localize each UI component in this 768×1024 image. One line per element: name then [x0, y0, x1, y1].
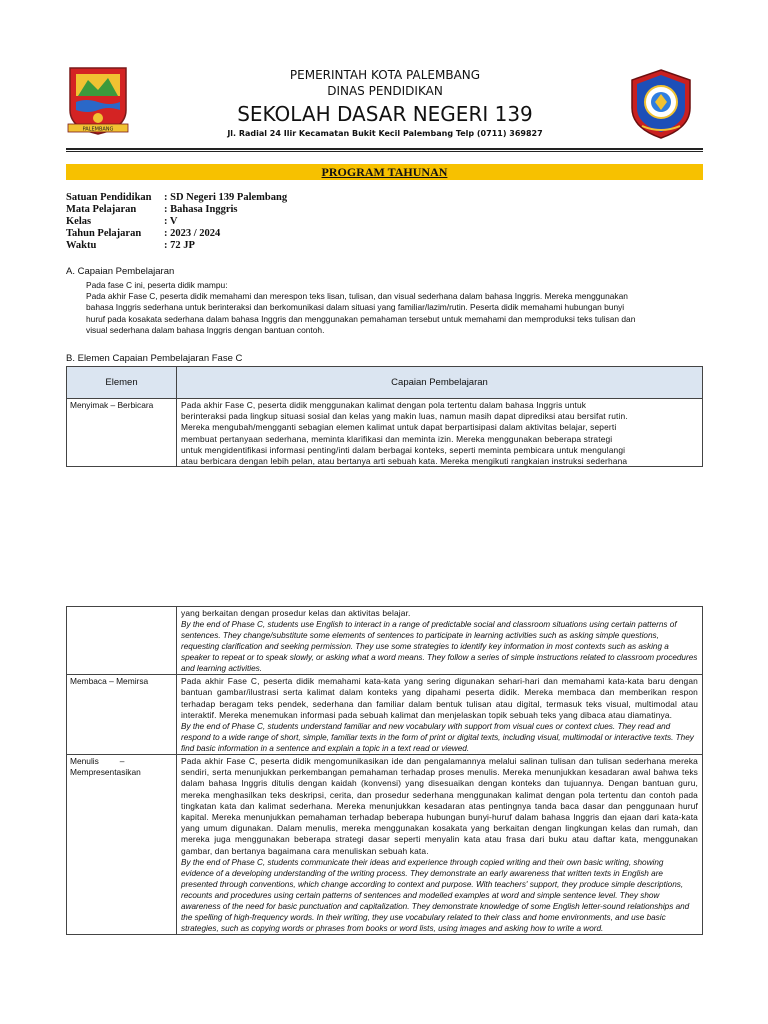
capaian-line: membuat pertanyaan sederhana, meminta klarifikasi dan meminta izin. Mereka menggunakan beberapa strategi: [181, 433, 613, 444]
elemen-cell: Membaca – Memirsa: [67, 675, 177, 755]
table-header-row: [67, 367, 703, 399]
table-row: [67, 607, 703, 675]
identity-value: : 72 JP: [164, 240, 195, 251]
capaian-line: untuk mengidentifikasi informasi penting/inti dalam berbagai konteks, seperti meminta pembicara untuk mengulangi: [181, 444, 626, 455]
identity-value: : SD Negeri 139 Palembang: [164, 192, 288, 203]
identity-row: [66, 216, 287, 228]
identity-value: : Bahasa Inggris: [164, 204, 238, 215]
elements-table: [66, 366, 703, 467]
elemen-label-line: Menulis –: [70, 756, 125, 767]
elemen-cell: [67, 755, 177, 935]
column-header-capaian: Capaian Pembelajaran: [177, 367, 703, 399]
section-a-line: bahasa Inggris sederhana untuk berinteraksi dan berkomunikasi dalam situasi yang familiar/lazim/rutin. Peserta didik memahami hubungan bunyi: [86, 302, 625, 313]
capaian-line: atau berbicara dengan lebih pelan, atau bertanya arti sebuah kata. Mereka mengikuti rangkaian instruksi sederhana: [181, 456, 628, 466]
capaian-english: By the end of Phase C, students communicate their ideas and experience through copied writing and their own basic writing, showing evidence of a developing understanding of the writing process. They demonstrate an early awareness that written texts in English are presented through conventions, which change according to context and purpose. With teachers' support, they produce simple descriptions, recounts and procedures using certain patterns of sentences and modelled examples at word and simple sentence level. They show awareness of the need for basic punctuation and capitalization. They demonstrate knowledge of some English letter-sound relationships and the spelling of high-frequency words. In their writing, they use vocabulary related to their class and home environments, and use basic strategies, such as copying words or phrases from books or word lists, using images and asking how to write a word.: [181, 857, 690, 933]
table-row: [67, 755, 703, 935]
section-a-line: Pada akhir Fase C, peserta didik memahami dan merespon teks lisan, tulisan, dan visual sederhana dalam bahasa Inggris. Mereka menggunakan: [86, 291, 628, 302]
identity-label: Waktu: [66, 240, 97, 251]
capaian-cell: [177, 755, 703, 935]
identity-value: : 2023 / 2024: [164, 228, 221, 239]
crest-text: PALEMBANG: [82, 126, 114, 133]
header-divider-thin: [66, 151, 703, 152]
identity-label: Mata Pelajaran: [66, 204, 137, 215]
capaian-english: By the end of Phase C, students use English to interact in a range of predictable social and classroom situations using certain patterns of sentences. They change/substitute some elements of sentences to participate in learning activities such as asking simple questions, requesting clarification and seeking permission. They use some strategies to identify key information in most contexts such as asking a speaker to repeat or to speak slowly, or asking what a word means. They follow a series of simple instructions related to classroom procedures and learning activities.: [181, 620, 698, 674]
section-b-heading: B. Elemen Capaian Pembelajaran Fase C: [66, 353, 243, 364]
elemen-cell: Menyimak – Berbicara: [67, 399, 177, 467]
elemen-cell-continued: [67, 607, 177, 675]
table-row: [67, 675, 703, 755]
header-address: Jl. Radial 24 Ilir Kecamatan Bukit Kecil Palembang Telp (0711) 369827: [227, 129, 543, 138]
title-bar: [66, 164, 703, 180]
identity-label: Tahun Pelajaran: [66, 228, 142, 239]
capaian-cell: [177, 675, 703, 755]
capaian-cell: [177, 607, 703, 675]
table-row: [67, 399, 703, 467]
header-government: PEMERINTAH KOTA PALEMBANG: [289, 68, 481, 82]
header-department: DINAS PENDIDIKAN: [327, 84, 443, 98]
identity-row: [66, 192, 287, 204]
identity-label: Satuan Pendidikan: [66, 192, 152, 203]
elemen-label-line: Mempresentasikan: [70, 767, 141, 778]
header-divider: [66, 148, 703, 150]
school-emblem-icon: [628, 68, 694, 140]
section-a-line: visual sederhana dalam bahasa Inggris dengan bantuan contoh.: [86, 324, 325, 335]
section-a-line: Pada fase C ini, peserta didik mampu:: [86, 280, 228, 290]
identity-label: Kelas: [66, 216, 92, 227]
section-a-heading: A. Capaian Pembelajaran: [66, 266, 175, 277]
capaian-text: [181, 400, 698, 466]
identity-row: [66, 240, 287, 252]
document-title: PROGRAM TAHUNAN: [321, 165, 448, 179]
identity-value: : V: [164, 216, 178, 227]
capaian-cell: [177, 399, 703, 467]
section-a-body: [86, 280, 696, 336]
identity-row: [66, 228, 287, 240]
capaian-line: Pada akhir Fase C, peserta didik menggunakan kalimat dengan pola tertentu dalam bahasa Inggris untuk: [181, 400, 587, 410]
identity-row: [66, 204, 287, 216]
capaian-line: Mereka mengubah/mengganti sebagian elemen kalimat untuk dapat berpartisipasi dalam aktivitas belajar, seperti: [181, 422, 617, 433]
capaian-line: berinteraksi pada lingkup situasi sosial dan kelas yang makin luas, namun masih dapat diprediksi atau bersifat rutin.: [181, 411, 628, 422]
capaian-indonesian: Pada akhir Fase C, peserta didik memahami kata-kata yang sering digunakan sehari-hari dan memahami kata-kata baru dengan bantuan gambar/ilustrasi serta kalimat dalam konteks yang dipahami peserta didik. Mereka membaca dan memberikan respon terhadap beragam teks pendek, sederhana dan familiar dalam bentuk tulisan atau digital, termasuk teks visual, multimodal atau interaktif. Mereka menemukan informasi pada sebuah kalimat dan menjelaskan topik sebuah teks yang dibaca atau diamatinya.: [181, 676, 698, 720]
section-a-line: huruf pada kosakata sederhana dalam bahasa Inggris dan menggunakan pemahaman tersebut untuk memahami dan memproduksi teks tulisan dan: [86, 313, 636, 324]
header-school-name: SEKOLAH DASAR NEGERI 139: [237, 102, 533, 126]
city-crest-icon: [66, 66, 130, 136]
capaian-line: yang berkaitan dengan prosedur kelas dan aktivitas belajar.: [181, 608, 411, 618]
identity-block: [66, 192, 287, 252]
column-header-elemen: Elemen: [67, 367, 177, 399]
capaian-english: By the end of Phase C, students understand familiar and new vocabulary with support from visual cues or context clues. They read and respond to a wide range of short, simple, familiar texts in the form of print or digital texts, including visual, multimodal or interactive texts. They find basic information in a sentence and explain a topic in a text read or viewed.: [181, 722, 694, 754]
elements-table-continued: [66, 606, 703, 935]
capaian-indonesian: Pada akhir Fase C, peserta didik mengomunikasikan ide dan pengalamannya melalui salinan tulisan dan tulisan sederhana mereka sendiri, serta menunjukkan perkembangan pemahaman terhadap proses menulis. Mereka menunjukkan kesadaran awal bahwa teks dalam bahasa Inggris ditulis dengan kaidah (konvensi) yang disesuaikan dengan konteks dan tujuannya. Dengan bantuan guru, mereka menghasilkan teks deskripsi, cerita, dan prosedur sederhana menggunakan kalimat dengan pola tertentu dan contoh pada tingkatan kata dan kalimat sederhana. Mereka menunjukkan kesadaran atas pentingnya tanda baca dasar dan penggunaan huruf kapital. Mereka menunjukkan pemahaman terhadap beberapa hubungan bunyi-huruf dalam bahasa Inggris dan ejaan dari kata-kata yang umum digunakan. Dalam menulis, mereka menggunakan kosakata yang berkaitan dengan lingkungan kelas dan rumah, dan mereka juga menggunakan beberapa strategi dasar seperti menyalin kata atau frasa dari buku atau daftar kata, menggunakan gambar, dan bertanya bagaimana cara menuliskan sebuah kata.: [181, 756, 698, 856]
